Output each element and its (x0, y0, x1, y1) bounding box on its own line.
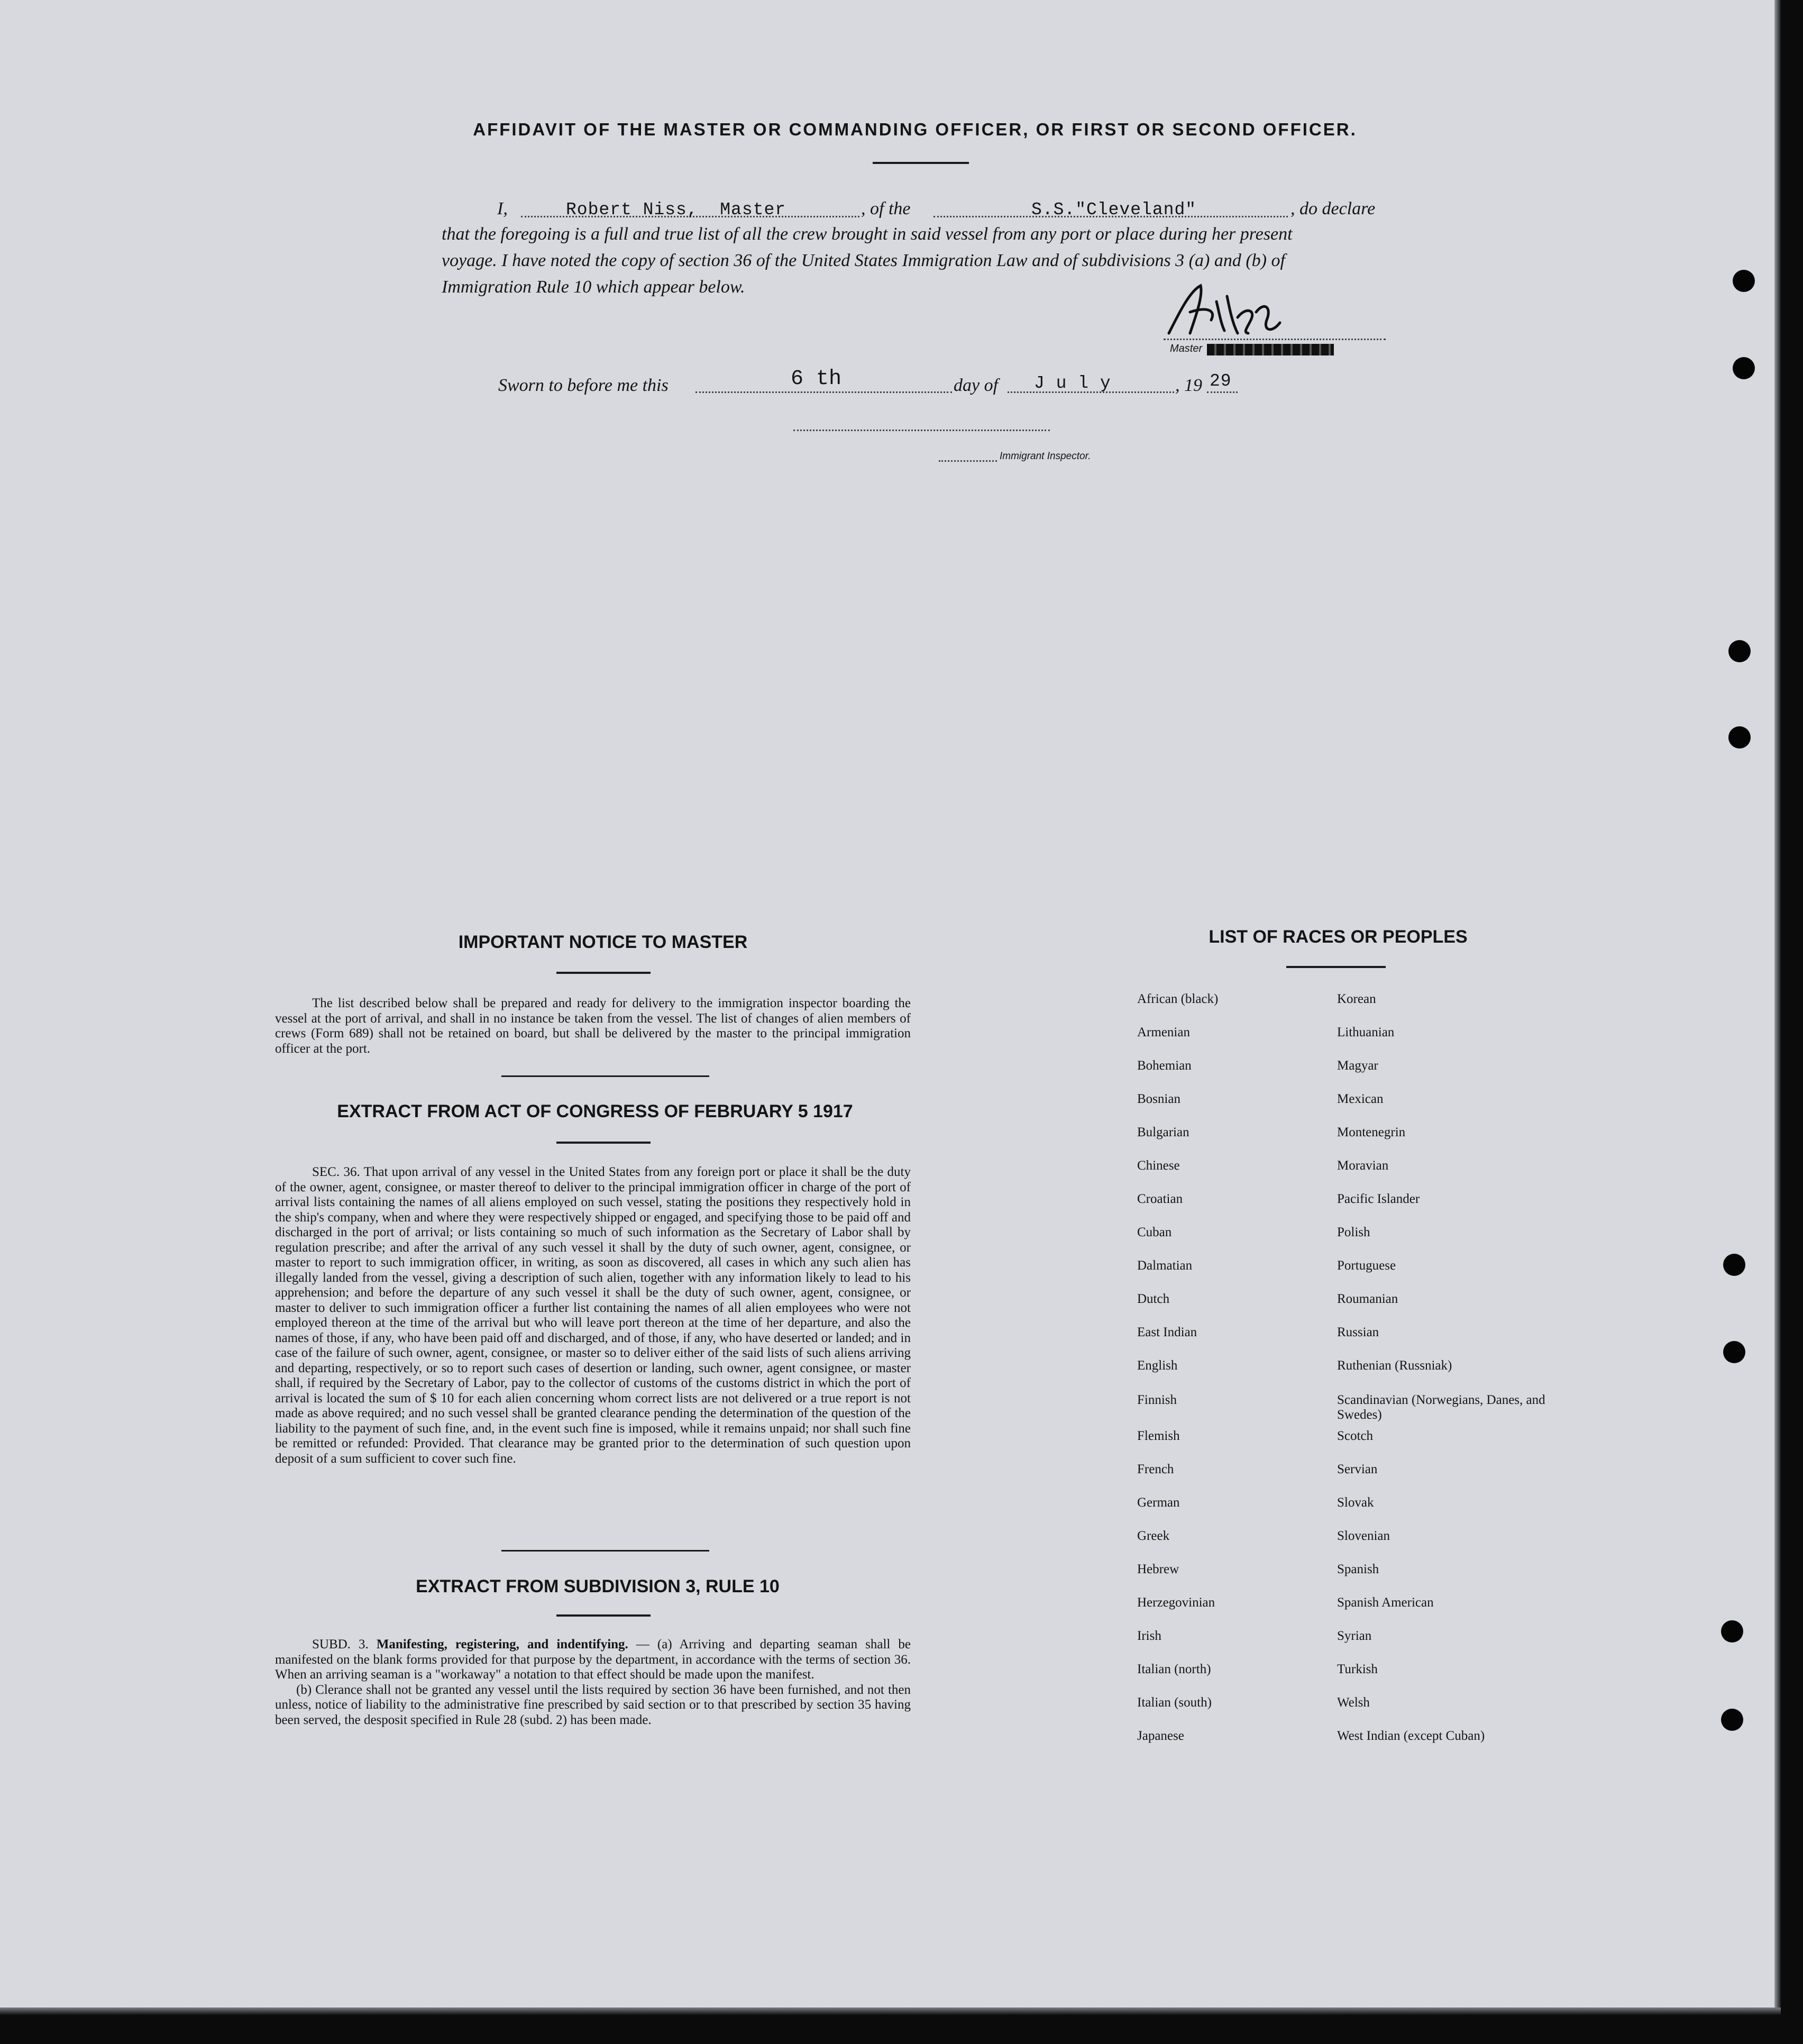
year-prefix: , 19 (1175, 376, 1202, 395)
master-label: Master (1170, 343, 1203, 354)
act-title: EXTRACT FROM ACT OF CONGRESS OF FEBRUARY 5 1917 (337, 1101, 853, 1121)
race-item: Chinese (1137, 1158, 1180, 1173)
race-item: Finnish (1137, 1393, 1177, 1407)
race-item: Armenian (1137, 1025, 1190, 1039)
punch-hole (1728, 640, 1751, 662)
rule-text-block (275, 1637, 911, 1728)
race-item: Portuguese (1337, 1258, 1396, 1273)
race-item: Ruthenian (Russniak) (1337, 1358, 1452, 1373)
race-item: German (1137, 1495, 1180, 1510)
rule-para-b: (b) Clerance shall not be granted any vessel until the lists required by section 36 have been furnished, and not then unless, notice of liability to the administrative fine prescribed by said section or to that prescribed by section 35 having been served, the desposit specified in Rule 28 (subd. 2) has been made. (275, 1682, 911, 1727)
race-item: Japanese (1137, 1729, 1184, 1743)
punch-hole (1723, 1341, 1745, 1363)
act-divider (556, 1142, 651, 1144)
inspector-label: Immigrant Inspector. (1000, 451, 1091, 462)
subd-prefix: SUBD. 3. (312, 1637, 369, 1651)
day-of-label: day of (954, 376, 999, 395)
sworn-month: J u l y (1034, 373, 1111, 393)
race-item: Roumanian (1337, 1292, 1398, 1306)
race-item: African (black) (1137, 992, 1219, 1006)
sworn-label: Sworn to before me this (498, 376, 669, 395)
subd-para-a: — (a) Arriving and departing seaman shall be manifested on the blank forms provided for that purpose by the department, in accordance with the terms of section 36. When an arriving seaman is a "workaway" a notation to that effect should be made upon the manifest. (275, 1637, 911, 1682)
race-item: West Indian (except Cuban) (1337, 1729, 1485, 1743)
race-item: Polish (1337, 1225, 1370, 1239)
race-item: Moravian (1337, 1158, 1389, 1173)
races-title: LIST OF RACES OR PEOPLES (1209, 927, 1468, 947)
punch-hole (1728, 726, 1751, 749)
subd-heading: Manifesting, registering, and indentifying. (376, 1637, 628, 1651)
race-item: Dutch (1137, 1292, 1170, 1306)
race-item: Lithuanian (1337, 1025, 1395, 1039)
race-item: East Indian (1137, 1325, 1197, 1339)
punch-hole (1733, 357, 1755, 379)
race-item: Dalmatian (1137, 1258, 1193, 1273)
do-declare-label: , do declare (1291, 199, 1376, 218)
vessel-name: S.S."Cleveland" (1031, 200, 1197, 220)
notice-text-block (275, 996, 911, 1056)
struck-title (1207, 344, 1334, 355)
signature-line (1164, 339, 1386, 340)
race-item: Italian (north) (1137, 1662, 1211, 1676)
race-item: Irish (1137, 1629, 1161, 1643)
race-item: Spanish (1337, 1562, 1379, 1576)
race-item: Hebrew (1137, 1562, 1179, 1576)
inspector-label-line (939, 460, 997, 462)
race-item: Scotch (1337, 1429, 1374, 1443)
race-item: Slovak (1337, 1495, 1374, 1510)
race-item: Croatian (1137, 1192, 1183, 1206)
section-divider (501, 1075, 709, 1077)
race-item: Slovenian (1337, 1529, 1390, 1543)
race-item: Cuban (1137, 1225, 1172, 1239)
race-item: Bohemian (1137, 1058, 1192, 1073)
rule-divider (556, 1614, 651, 1617)
race-item: French (1137, 1462, 1174, 1476)
race-item: Flemish (1137, 1429, 1180, 1443)
race-item: Servian (1337, 1462, 1378, 1476)
inspector-signature-line (793, 430, 1050, 431)
intro-i: I, (497, 199, 508, 218)
act-text-block (275, 1165, 911, 1466)
race-item: Turkish (1337, 1662, 1378, 1676)
race-item: Italian (south) (1137, 1695, 1212, 1710)
race-item: Herzegovinian (1137, 1595, 1215, 1610)
punch-hole (1733, 270, 1755, 292)
rule-title: EXTRACT FROM SUBDIVISION 3, RULE 10 (416, 1576, 780, 1596)
punch-hole (1721, 1709, 1743, 1731)
year-line (1207, 391, 1238, 393)
declaration-line-3: voyage. I have noted the copy of section 36 of the United States Immigration Law and of subdivisions 3 (a) and (b) of (442, 251, 1285, 270)
master-signature (1158, 280, 1296, 344)
affidavit-title: AFFIDAVIT OF THE MASTER OR COMMANDING OFFICER, OR FIRST OR SECOND OFFICER. (473, 120, 1357, 139)
title-divider (873, 162, 969, 164)
notice-text: The list described below shall be prepared and ready for delivery to the immigration inspector boarding the vessel at the port of arrival, and shall in no instance be taken from the vessel. The list of changes of alien members of crews (Form 689) shall not be retained on board, but shall be delivered by the master to the principal immigration officer at the port. (275, 996, 911, 1056)
declaration-line-2: that the foregoing is a full and true list of all the crew brought in said vessel from any port or place during her present (442, 224, 1293, 244)
race-item: Magyar (1337, 1058, 1378, 1073)
act-text: SEC. 36. That upon arrival of any vessel in the United States from any foreign port or place it shall be the duty of the owner, agent, consignee, or master thereof to deliver to the principal immigration officer in charge of the port of arrival lists containing the names of all aliens employed on such vessel, stating the positions they respectively hold in the ship's company, when and where they were respectively shipped or engaged, and specifying those to be paid off and discharged in the port of arrival; or lists containing so much of such information as the Secretary of Labor shall by regulation prescribe; and after the arrival of any such vessel it shall by the duty of such owner, agent, consignee, or master to report to such immigration officer, in writing, as soon as discovered, all cases in which any such alien has illegally landed from the vessel, giving a description of such alien, together with any information likely to lead to his apprehension; and before the departure of any such vessel it shall be the duty of such owner, agent, consignee, or master to deliver to such immigration officer a further list containing the names of all alien employees who were not employed thereon at the time of the arrival but who will leave port thereon at the time of her departure, and also the names of those, if any, who have been paid off and discharged, and of those, if any, who have deserted or landed; and in case of the failure of such owner, agent, consignee, or master so to deliver either of the said lists of such aliens arriving and departing, respectively, or so to report such cases of desertion or landing, such owner, agent consignee, or master shall, if required by the Secretary of Labor, pay to the collector of customs of the customs district in which the port of arrival is located the sum of $ 10 for each alien concerning whom correct lists are not delivered or a true report is not made as above required; and no such vessel shall be granted clearance pending the determination of the question of the liability to the payment of such fine, and, in the event such fine is imposed, while it remains unpaid; nor shall such fine be remitted or refunded: Provided. That clearance may be granted prior to the determination of such question upon deposit of a sum sufficient to cover such fine. (275, 1165, 911, 1466)
punch-hole (1723, 1254, 1745, 1276)
declaration-line-4: Immigration Rule 10 which appear below. (442, 277, 745, 297)
race-item: Korean (1337, 992, 1376, 1006)
race-item: Bosnian (1137, 1092, 1180, 1106)
race-item: Spanish American (1337, 1595, 1434, 1610)
punch-hole (1721, 1620, 1743, 1642)
sworn-day: 6 th (791, 367, 842, 391)
master-name: Robert Niss, Master (566, 200, 786, 220)
race-item: English (1137, 1358, 1178, 1373)
rule-para-a (275, 1637, 911, 1683)
page-bottom-edge (0, 2008, 1781, 2015)
section-divider (501, 1550, 709, 1552)
race-item: Mexican (1337, 1092, 1384, 1106)
races-column-1 (1137, 992, 1338, 1762)
page-edge (1774, 0, 1781, 2010)
of-the-label: , of the (861, 199, 911, 218)
race-item: Syrian (1337, 1629, 1372, 1643)
race-item: Montenegrin (1337, 1125, 1406, 1139)
race-item: Bulgarian (1137, 1125, 1189, 1139)
race-item: Scandinavian (Norwegians, Danes, and Swedes) (1337, 1393, 1545, 1422)
notice-divider (556, 972, 651, 974)
race-item: Welsh (1337, 1695, 1370, 1710)
race-item: Greek (1137, 1529, 1170, 1543)
notice-title: IMPORTANT NOTICE TO MASTER (458, 932, 748, 952)
race-item: Pacific Islander (1337, 1192, 1420, 1206)
race-item: Russian (1337, 1325, 1379, 1339)
races-divider (1286, 966, 1386, 968)
year-suffix: 29 (1210, 371, 1232, 391)
sworn-day-line (695, 391, 952, 393)
races-column-2 (1337, 992, 1559, 1762)
